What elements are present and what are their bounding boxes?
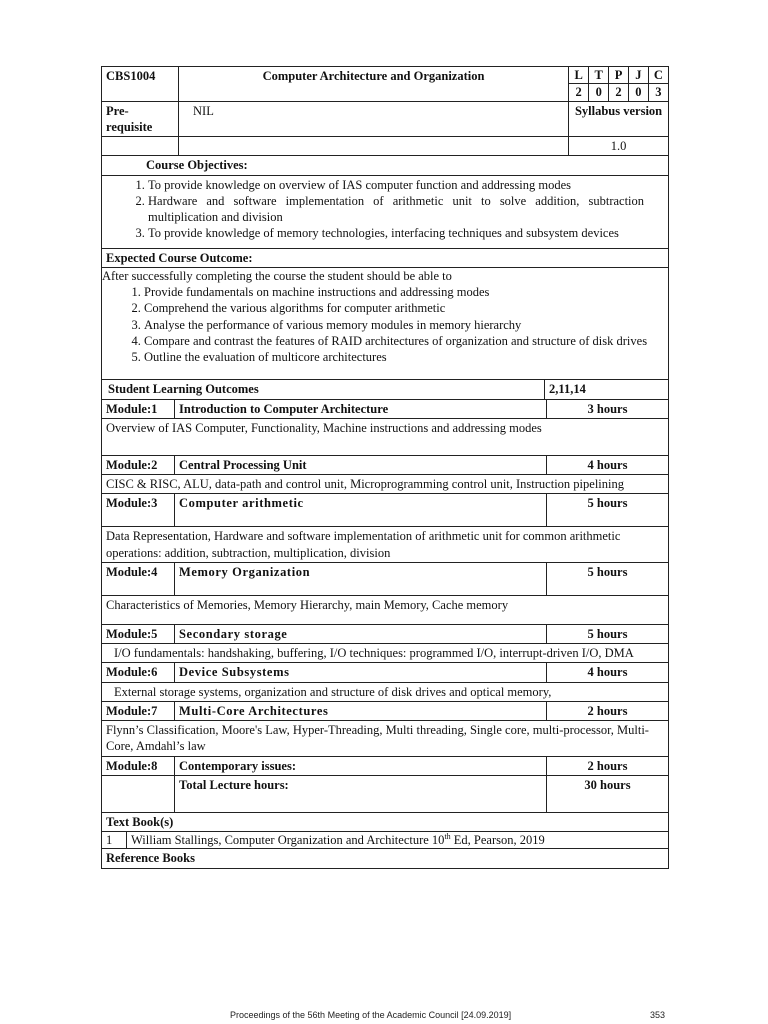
module-title: Computer arithmetic [175, 494, 547, 527]
list-item: 5. Outline the evaluation of multicore architectures [144, 349, 668, 365]
references-heading-row [102, 849, 669, 868]
module-content: CISC & RISC, ALU, data-path and control unit, Microprogramming control unit, Instruction pipelining [102, 475, 669, 494]
module-hours: 2 hours [547, 701, 669, 720]
ltpjc-label-p: P [609, 67, 629, 84]
ltpjc-label-j: J [628, 67, 648, 84]
module-label: Module:3 [102, 494, 175, 527]
course-code: CBS1004 [102, 67, 179, 102]
prerequisite-value: NIL [179, 101, 569, 137]
outcomes-heading: Expected Course Outcome: [102, 248, 669, 267]
module-label: Module:6 [102, 663, 175, 682]
ltpjc-label-l: L [569, 67, 589, 84]
total-hours-value: 30 hours [547, 775, 669, 812]
module-label: Module:1 [102, 400, 175, 419]
module-hours: 5 hours [547, 494, 669, 527]
module-hours: 4 hours [547, 663, 669, 682]
module-2-content-row [102, 475, 669, 494]
module-5-row [102, 624, 669, 643]
module-1-row [102, 400, 669, 419]
module-1-content-row [102, 418, 669, 455]
module-title: Central Processing Unit [175, 455, 547, 474]
module-7-row [102, 701, 669, 720]
module-4-row [102, 562, 669, 595]
module-4-content-row [102, 595, 669, 624]
module-title: Contemporary issues: [175, 756, 547, 775]
ltpjc-value-c: 3 [648, 84, 668, 101]
ltpjc-value-j: 0 [628, 84, 648, 101]
objectives-list [106, 177, 664, 242]
module-content: Characteristics of Memories, Memory Hierarchy, main Memory, Cache memory [102, 595, 669, 624]
ltpjc-value-t: 0 [589, 84, 609, 101]
list-item: 2. Hardware and software implementation of arithmetic unit to solve addition, subtraction multiplication and division [148, 193, 664, 226]
proceedings-text: Proceedings of the 56th Meeting of the Academic Council [24.09.2019] [230, 1010, 512, 1020]
module-content: Overview of IAS Computer, Functionality, Machine instructions and addressing modes [102, 418, 669, 455]
list-item: 2. Comprehend the various algorithms for computer arithmetic [144, 300, 668, 316]
module-title: Memory Organization [175, 562, 547, 595]
module-title: Introduction to Computer Architecture [175, 400, 547, 419]
module-2-row [102, 455, 669, 474]
objectives-heading: Course Objectives: [102, 156, 669, 175]
syllabus-page [101, 66, 668, 869]
outcomes-intro: After successfully completing the course the student should be able to [102, 268, 452, 283]
references-heading: Reference Books [102, 849, 669, 868]
module-title: Device Subsystems [175, 663, 547, 682]
module-hours: 5 hours [547, 624, 669, 643]
ltpjc-value-p: 2 [609, 84, 629, 101]
slo-row [102, 380, 669, 399]
textbook-number: 1 [102, 832, 127, 848]
textbook-1-row [102, 832, 669, 849]
module-hours: 4 hours [547, 455, 669, 474]
textbook-citation: William Stallings, Computer Organization and Architecture 10th Ed, Pearson, 2019 [131, 832, 545, 848]
module-hours: 3 hours [547, 400, 669, 419]
module-content: External storage systems, organization and structure of disk drives and optical memory, [102, 682, 669, 701]
module-hours: 5 hours [547, 562, 669, 595]
list-item: 4. Compare and contrast the features of RAID architectures of organization and structure of disk drives [144, 333, 668, 349]
list-item: 1. To provide knowledge on overview of IAS computer function and addressing modes [148, 177, 664, 193]
outcomes-list [102, 284, 668, 365]
page-number: 353 [650, 1010, 666, 1020]
module-3-content-row [102, 527, 669, 563]
module-label: Module:2 [102, 455, 175, 474]
outcomes-list-row [102, 267, 669, 380]
list-item: 3. Analyse the performance of various memory modules in memory hierarchy [144, 317, 668, 333]
ltpjc-table [569, 67, 668, 101]
slo-label: Student Learning Outcomes [102, 380, 545, 399]
textbooks-heading: Text Book(s) [102, 812, 669, 831]
prerequisite-row [102, 101, 669, 137]
prerequisite-label: Pre-requisite [102, 101, 179, 137]
module-content: Data Representation, Hardware and software implementation of arithmetic unit for common arithmetic operations: addition, subtraction, multiplication, division [102, 527, 669, 563]
ltpjc-block [569, 67, 669, 102]
course-header-row [102, 67, 669, 102]
module-title: Secondary storage [175, 624, 547, 643]
textbook-entry [102, 832, 668, 848]
syllabus-version-value: 1.0 [569, 137, 669, 156]
ltpjc-label-c: C [648, 67, 668, 84]
module-7-content-row [102, 721, 669, 757]
slo-value: 2,11,14 [545, 380, 669, 399]
list-item: 1. Provide fundamentals on machine instructions and addressing modes [144, 284, 668, 300]
module-label: Module:5 [102, 624, 175, 643]
module-hours: 2 hours [547, 756, 669, 775]
module-8-row [102, 756, 669, 775]
ltpjc-label-t: T [589, 67, 609, 84]
module-title: Multi-Core Architectures [175, 701, 547, 720]
syllabus-table [101, 66, 669, 400]
outcomes-heading-row [102, 248, 669, 267]
module-label: Module:4 [102, 562, 175, 595]
modules-table [101, 400, 669, 869]
module-3-row [102, 494, 669, 527]
module-label: Module:8 [102, 756, 175, 775]
textbooks-heading-row [102, 812, 669, 831]
objectives-heading-row [102, 156, 669, 175]
module-content: I/O fundamentals: handshaking, buffering, I/O techniques: programmed I/O, interrupt-driven I/O, DMA [102, 644, 669, 663]
module-5-content-row [102, 644, 669, 663]
syllabus-version-label: Syllabus version [569, 101, 669, 137]
total-hours-label: Total Lecture hours: [175, 775, 547, 812]
ltpjc-value-l: 2 [569, 84, 589, 101]
course-title: Computer Architecture and Organization [179, 67, 569, 102]
list-item: 3. To provide knowledge of memory technologies, interfacing techniques and subsystem devices [148, 225, 664, 241]
total-hours-row [102, 775, 669, 812]
module-6-content-row [102, 682, 669, 701]
syllabus-version-row [102, 137, 669, 156]
module-label: Module:7 [102, 701, 175, 720]
objectives-list-row [102, 175, 669, 248]
module-content: Flynn’s Classification, Moore's Law, Hyper-Threading, Multi threading, Single core, multi-processor, Multi-Core, Amdahl’s law [102, 721, 669, 757]
module-6-row [102, 663, 669, 682]
